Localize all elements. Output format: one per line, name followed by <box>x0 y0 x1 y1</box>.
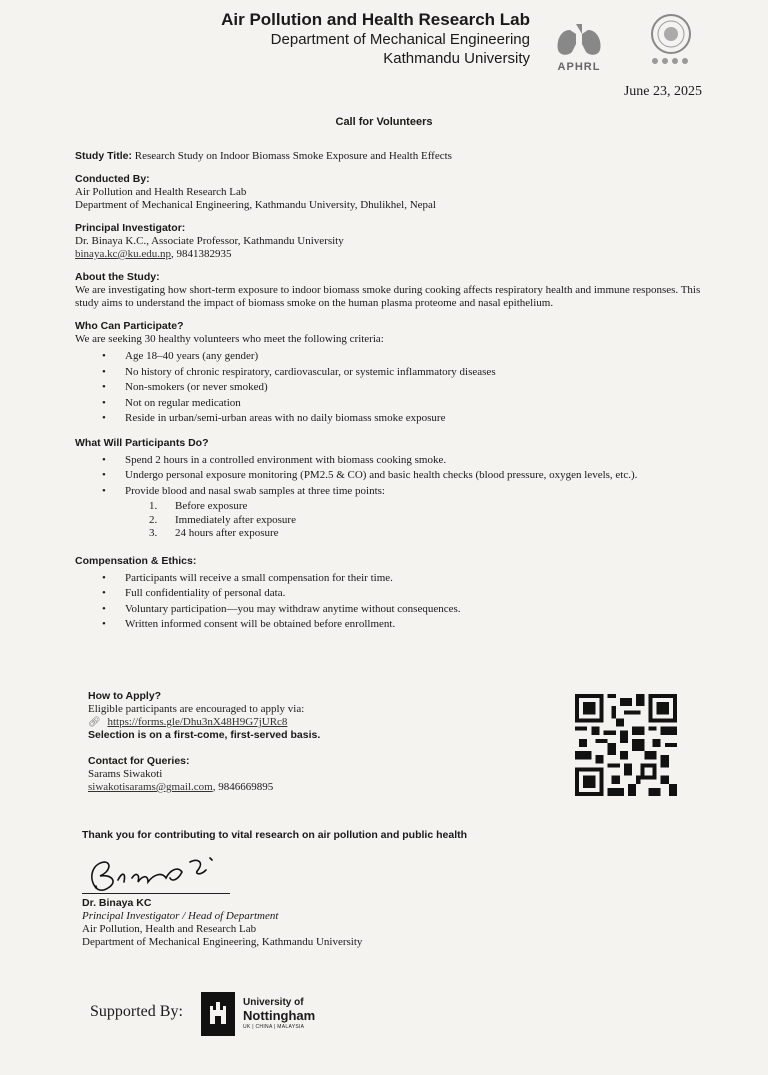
contact-heading: Contact for Queries: <box>88 755 190 767</box>
aphrl-logo-text: APHRL <box>557 61 601 72</box>
timepoint-text: Before exposure <box>175 500 248 512</box>
compensation-section <box>75 555 715 633</box>
qr-code[interactable] <box>575 694 677 796</box>
pi-heading: Principal Investigator: <box>75 222 186 234</box>
study-title-value: Research Study on Indoor Biomass Smoke Exposure and Health Effects <box>134 150 452 162</box>
about-section <box>75 271 715 310</box>
study-title-label: Study Title: <box>75 150 132 162</box>
pi-email-link[interactable]: binaya.kc@ku.edu.np <box>75 248 171 260</box>
signer-name: Dr. Binaya KC <box>82 897 152 909</box>
list-item: • Full confidentiality of personal data. <box>75 586 715 602</box>
nottingham-crest <box>201 992 235 1036</box>
timepoint-number: 3. <box>149 527 158 539</box>
lab-name: Air Pollution and Health Research Lab <box>221 10 530 29</box>
timepoint-number: 1. <box>149 500 158 512</box>
list-item: • No history of chronic respiratory, cardiovascular, or systemic inflammatory diseases <box>75 365 715 381</box>
apply-form-link[interactable]: https://forms.gle/Dhu3nX48H9G7jURc8 <box>107 716 288 728</box>
pi-contact <box>75 248 715 261</box>
apply-section <box>88 690 548 794</box>
signer-role: Principal Investigator / Head of Department <box>82 910 279 922</box>
list-item: • Age 18–40 years (any gender) <box>75 349 715 365</box>
signer-lab: Air Pollution, Health and Research Lab <box>82 923 257 935</box>
list-item <box>75 527 715 541</box>
compensation-heading: Compensation & Ethics: <box>75 554 197 567</box>
compensation-list <box>75 571 715 633</box>
list-item: • Undergo personal exposure monitoring (PM2.5 & CO) and basic health checks (blood pressure, oxygen levels, etc.). <box>75 468 715 484</box>
contact-name: Sarams Siwakoti <box>88 768 163 780</box>
ku-seal <box>644 12 698 66</box>
list-item <box>75 500 715 514</box>
nottingham-wordmark <box>243 997 315 1031</box>
letter-date: June 23, 2025 <box>623 84 702 99</box>
document-body <box>75 150 715 643</box>
about-heading: About the Study: <box>75 271 160 283</box>
department-name: Department of Mechanical Engineering <box>270 31 530 48</box>
uni-line2: Nottingham <box>243 1008 316 1023</box>
list-item <box>75 514 715 528</box>
conducted-by-heading: Conducted By: <box>75 173 150 185</box>
pi-line1: Dr. Binaya K.C., Associate Professor, Kathmandu University <box>75 235 344 247</box>
signer-block <box>82 897 362 949</box>
pi-section <box>75 222 715 261</box>
list-item: • Not on regular medication <box>75 396 715 412</box>
selection-note: Selection is on a first-come, first-served basis. <box>88 729 321 741</box>
uni-line1: University of <box>243 997 304 1008</box>
study-title-section <box>75 150 715 163</box>
supported-by-label: Supported By: <box>90 1003 183 1020</box>
timepoint-text: 24 hours after exposure <box>175 527 279 539</box>
thank-you-note: Thank you for contributing to vital research on air pollution and public health <box>82 829 468 841</box>
letterhead <box>221 10 530 68</box>
list-item: • Provide blood and nasal swab samples at three time points: <box>75 484 715 500</box>
timepoint-number: 2. <box>149 513 158 526</box>
page-title: Call for Volunteers <box>335 116 433 128</box>
conducted-by-line2: Department of Mechanical Engineering, Kathmandu University, Dhulikhel, Nepal <box>75 199 436 211</box>
uni-line3: UK | CHINA | MALAYSIA <box>243 1024 305 1030</box>
activities-list <box>75 453 715 500</box>
timepoints-list <box>75 500 715 541</box>
list-item: • Participants will receive a small compensation for their time. <box>75 571 715 587</box>
who-heading: Who Can Participate? <box>75 320 184 332</box>
what-heading: What Will Participants Do? <box>75 436 209 449</box>
apply-text: Eligible participants are encouraged to apply via: <box>88 703 305 715</box>
list-item: • Non-smokers (or never smoked) <box>75 380 715 396</box>
contact-details <box>88 781 548 794</box>
conducted-by-line1: Air Pollution and Health Research Lab <box>75 186 247 198</box>
signer-dept: Department of Mechanical Engineering, Kathmandu University <box>82 936 363 948</box>
list-item: • Spend 2 hours in a controlled environment with biomass cooking smoke. <box>75 453 715 469</box>
timepoint-text: Immediately after exposure <box>175 513 296 526</box>
who-section <box>75 320 715 427</box>
list-item: • Written informed consent will be obtained before enrollment. <box>75 617 715 633</box>
signature-line <box>82 893 230 894</box>
aphrl-logo <box>546 20 612 72</box>
about-text: We are investigating how short-term exposure to indoor biomass smoke during cooking affects respiratory health and immune responses. This study aims to understand the impact of biomass smoke on the human plasma proteome and nasal epithelium. <box>75 284 701 309</box>
pi-phone: , 9841382935 <box>170 248 232 260</box>
who-intro: We are seeking 30 healthy volunteers who meet the following criteria: <box>75 333 384 345</box>
link-icon: 🔗︎ <box>88 717 101 728</box>
apply-heading: How to Apply? <box>88 690 162 702</box>
conducted-by-section <box>75 173 715 212</box>
criteria-list <box>75 349 715 427</box>
list-item: • Voluntary participation—you may withdraw anytime without consequences. <box>75 602 715 618</box>
contact-phone: , 9846669895 <box>212 781 274 793</box>
list-item: • Reside in urban/semi-urban areas with no daily biomass smoke exposure <box>75 411 715 427</box>
what-section <box>75 437 715 541</box>
contact-email-link[interactable]: siwakotisarams@gmail.com <box>88 781 213 793</box>
university-name: Kathmandu University <box>383 50 530 67</box>
apply-link-row <box>88 716 548 729</box>
